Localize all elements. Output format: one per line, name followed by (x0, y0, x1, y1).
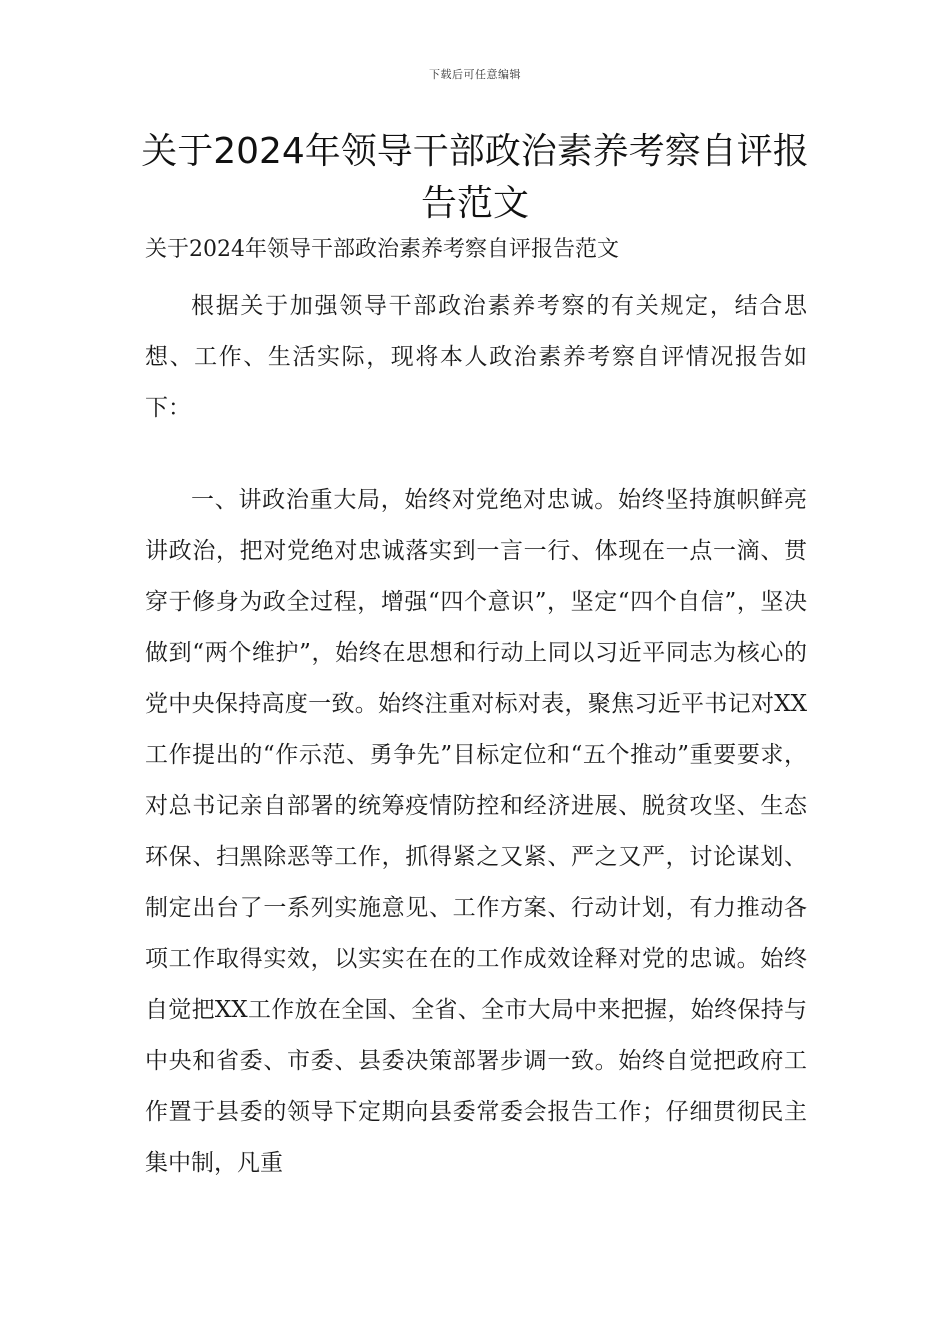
header-note: 下载后可任意编辑 (429, 68, 521, 81)
intro-paragraph: 根据关于加强领导干部政治素养考察的有关规定，结合思想、工作、生活实际，现将本人政治素养考察自评情况报告如下： (145, 293, 807, 421)
document-title: 关于2024年领导干部政治素养考察自评报告范文 (141, 131, 809, 224)
document-subtitle: 关于2024年领导干部政治素养考察自评报告范文 (145, 237, 619, 262)
section-one-paragraph: 一、讲政治重大局，始终对党绝对忠诚。始终坚持旗帜鲜亮讲政治，把对党绝对忠诚落实到一言一行、体现在一点一滴、贯穿于修身为政全过程，增强“四个意识”，坚定“四个自信”，坚决做到“两个维护”，始终在思想和行动上同以习近平同志为核心的党中央保持高度一致。始终注重对标对表，聚焦习近平书记对XX工作提出的“作示范、勇争先”目标定位和“五个推动”重要要求，对总书记亲自部署的统筹疫情防控和经济进展、脱贫攻坚、生态环保、扫黑除恶等工作，抓得紧之又紧、严之又严，讨论谋划、制定出台了一系列实施意见、工作方案、行动计划，有力推动各项工作取得实效，以实实在在的工作成效诠释对党的忠诚。始终自觉把XX工作放在全国、全省、全市大局中来把握，始终保持与中央和省委、市委、县委决策部署步调一致。始终自觉把政府工作置于县委的领导下定期向县委常委会报告工作；仔细贯彻民主集中制，凡重 (145, 487, 807, 1176)
